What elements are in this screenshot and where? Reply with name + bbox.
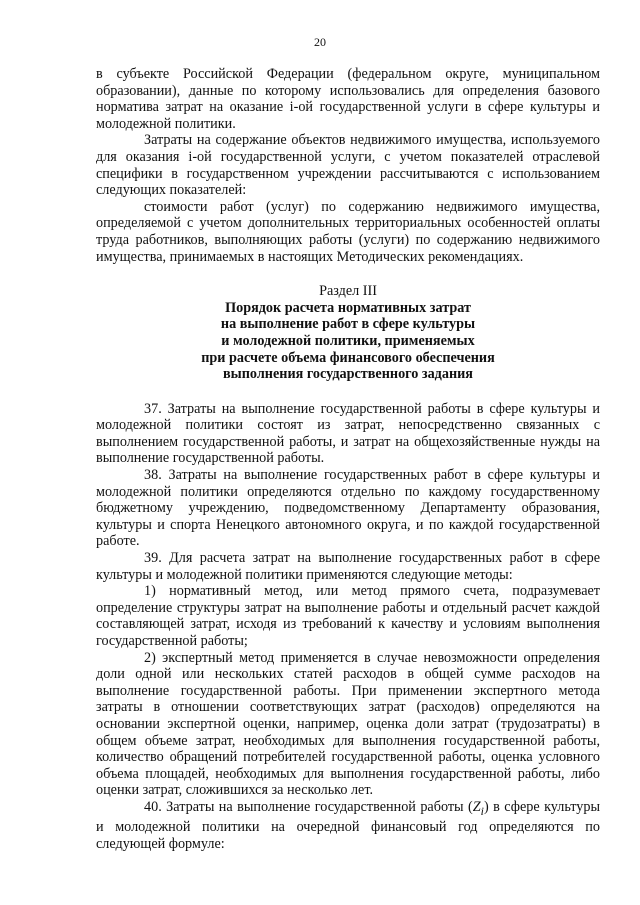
formula-variable [472, 798, 484, 818]
formula-variable-subscript: i [480, 803, 484, 818]
paragraph-method-1: 1) нормативный метод, или метод прямого счета, подразумевает определение структуры затрат на выполнение работы и отдельный расчет каждой составляющей затрат, исходя из требований к качеству и условиям выполнения государственной работы; [96, 583, 600, 649]
paragraph-method-2: 2) экспертный метод применяется в случае невозможности определения доли одной или нескольких статей расходов в общей сумме расходов на выполнение государственной работы. При применении экспертного метода затраты в отношении соответствующих затрат (расходов) определяются на основании экспертной оценки, например, оценка доли затрат (трудозатраты) в общем объеме затрат, необходимых для выполнения государственной работы, количество обращений потребителей государственной работы, оценка условного объема площадей, необходимых для выполнения государственной работы, либо оценки затрат, сложившихся за несколько лет. [96, 649, 600, 799]
section-title-line: и молодежной политики, применяемых [221, 332, 475, 349]
document-body [96, 66, 600, 853]
section-title-line: на выполнение работ в сфере культуры [220, 316, 476, 333]
paragraph-38: 38. Затраты на выполнение государственных работ в сфере культуры и молодежной политики определяются отдельно по каждому государственному бюджетному учреждению, подведомственному Департаменту образования, культуры и спорта Ненецкого автономного округа, и по каждой государственной работе. [96, 467, 600, 550]
section-title-line: выполнения государственного задания [223, 366, 473, 383]
paragraph-real-estate-costs: Затраты на содержание объектов недвижимого имущества, используемого для оказания i-ой государственной услуги, с учетом показателей отраслевой специфики в государственном учреждении рассчитываются с использованием следующих показателей: [96, 132, 600, 199]
formula-variable-letter: Z [472, 798, 481, 815]
paragraph-40-end: ) в сфере культуры и молодежной политики на очередной финансовый год определяются по следующей формуле: [96, 798, 601, 852]
paragraph-40-start: 40. Затраты на выполнение государственной работы ( [144, 798, 473, 815]
paragraph-work-cost: стоимости работ (услуг) по содержанию недвижимого имущества, определяемой с учетом дополнительных территориальных особенностей оплаты труда работников, выполняющих работы (услуги) по содержанию недвижимого имущества, принимаемых в настоящих Методических рекомендациях. [96, 198, 600, 265]
section-title-line: Порядок расчета нормативных затрат [225, 299, 471, 316]
section-label: Раздел III [319, 283, 377, 300]
paragraph-39: 39. Для расчета затрат на выполнение государственных работ в сфере культуры и молодежной политики применяются следующие методы: [96, 550, 600, 583]
page-number: 20 [314, 35, 326, 49]
paragraph-continuation: в субъекте Российской Федерации (федеральном округе, муниципальном образовании), данные по которому использовались для определения базового норматива затрат на оказание i-ой государственной услуги в сфере культуры и молодежной политики. [96, 66, 600, 132]
paragraph-37: 37. Затраты на выполнение государственной работы в сфере культуры и молодежной политики состоят из затрат, непосредственно связанных с выполнением государственной работы, и затрат на общехозяйственные нужды на выполнение государственной работы. [96, 400, 600, 467]
section-title [96, 300, 600, 383]
section-title-line: при расчете объема финансового обеспечения [201, 349, 495, 366]
paragraph-40 [96, 799, 600, 853]
